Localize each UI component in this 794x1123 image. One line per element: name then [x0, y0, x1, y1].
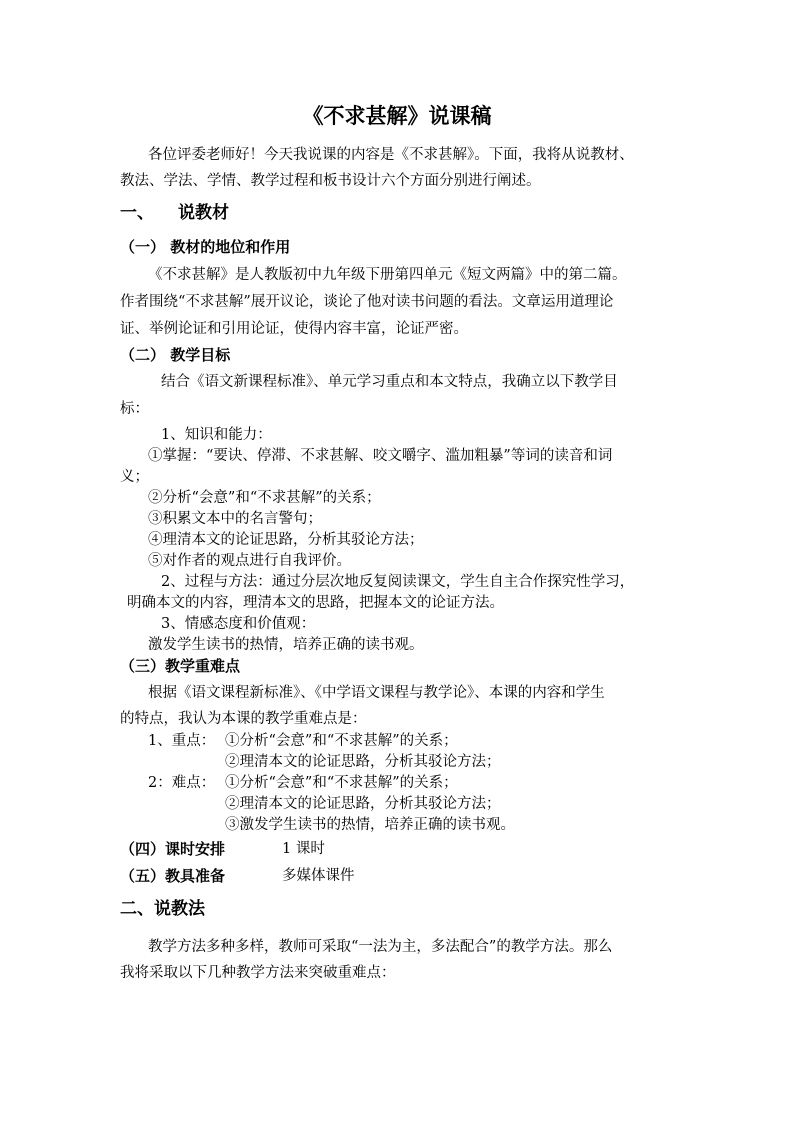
page-title: 《不求甚解》说课稿 — [302, 103, 492, 128]
section-2-line-2: 我将采取以下几种教学方法来突破重难点： — [120, 965, 396, 981]
goal-1-item-5: ⑤对作者的观点进行自我评价。 — [148, 553, 351, 569]
goal-1-item-3: ③积累文本中的名言警句； — [148, 511, 322, 527]
goal-1-item-1: ①掌握：“要诀、停滞、不求甚解、咬文嚼字、滥加粗暴”等词的读音和词 — [148, 448, 613, 464]
sub-1-line-2: 作者围绕“不求甚解”展开议论，谈论了他对读书问题的看法。文章运用道理论 — [120, 294, 614, 310]
goal-2-line-2: 明确本文的内容，理清本文的思路，把握本文的论证方法。 — [127, 595, 504, 611]
sub-1-line-1: 《不求甚解》是人教版初中九年级下册第四单元《短文两篇》中的第二篇。 — [148, 267, 627, 283]
sub-1-line-3: 证、举例论证和引用论证，使得内容丰富，论证严密。 — [120, 321, 468, 337]
sub-3-line-2: 的特点，我认为本课的教学重难点是： — [120, 711, 367, 727]
goal-1-title: 1、知识和能力： — [161, 427, 272, 443]
teaching-aids-value: 多媒体课件 — [282, 868, 355, 884]
section-1-number: 一、 — [120, 203, 154, 223]
goal-3-text: 激发学生读书的热情，培养正确的读书观。 — [148, 637, 424, 653]
goal-3-title: 3、情感态度和价值观： — [161, 616, 316, 632]
class-hours-value: 1 课时 — [282, 841, 325, 857]
goal-1-item-2: ②分析“会意”和“不求甚解”的关系； — [148, 490, 381, 506]
sub-4-heading: （四）课时安排 — [120, 840, 226, 858]
section-2-title: 二、说教法 — [120, 899, 205, 919]
key-point-1: ①分析“会意”和“不求甚解”的关系； — [225, 733, 458, 749]
key-point-2: ②理清本文的论证思路，分析其驳论方法； — [225, 754, 501, 770]
intro-line-2: 教法、学法、学情、教学过程和板书设计六个方面分别进行阐述。 — [120, 173, 541, 189]
section-2-line-1: 教学方法多种多样，教师可采取“一法为主，多法配合”的教学方法。那么 — [148, 939, 613, 955]
sub-2-line-2: 标： — [120, 401, 149, 417]
section-1-title: 说教材 — [178, 203, 229, 223]
sub-5-heading: （五）教具准备 — [120, 867, 226, 885]
sub-2-heading: （二） 教学目标 — [120, 346, 231, 364]
difficult-points-label: 2：难点： — [148, 775, 216, 791]
key-points-label: 1、重点： — [148, 733, 216, 749]
goal-2-line-1: 2、过程与方法：通过分层次地反复阅读课文，学生自主合作探究性学习， — [161, 574, 635, 590]
goal-1-item-4: ④理清本文的论证思路，分析其驳论方法； — [148, 532, 424, 548]
sub-1-heading: （一） 教材的地位和作用 — [120, 238, 291, 256]
difficult-point-1: ①分析“会意”和“不求甚解”的关系； — [225, 775, 458, 791]
sub-2-line-1: 结合《语文新课程标准》、单元学习重点和本文特点，我确立以下教学目 — [161, 374, 618, 390]
difficult-point-2: ②理清本文的论证思路，分析其驳论方法； — [225, 796, 501, 812]
sub-3-line-1: 根据《语文课程新标准》、《中学语文课程与教学论》、本课的内容和学生 — [148, 685, 605, 701]
difficult-point-3: ③激发学生读书的热情，培养正确的读书观。 — [225, 817, 515, 833]
intro-line-1: 各位评委老师好！今天我说课的内容是《不求甚解》。下面，我将从说教材、 — [148, 147, 634, 163]
sub-3-heading: （三）教学重难点 — [120, 657, 241, 675]
goal-1-item-1-cont: 义； — [120, 469, 149, 485]
